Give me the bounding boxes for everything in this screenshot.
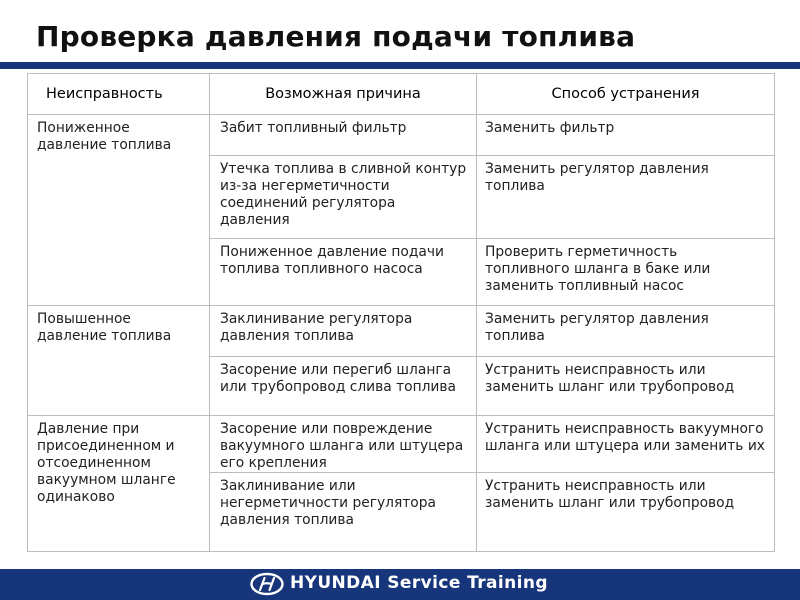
remedy-cell: Устранить неисправность или заменить шланг или трубопровод (485, 478, 735, 511)
remedy-cell: Заменить фильтр (485, 120, 615, 136)
title-divider (0, 62, 800, 69)
cause-cell: Засорение или повреждение вакуумного шланга или штуцера его крепления (220, 421, 464, 471)
fault-cell: Давление при присоединенном и отсоединенном вакуумном шланге одинаково (37, 421, 176, 505)
cause-cell: Пониженное давление подачи топлива топливного насоса (220, 244, 444, 277)
remedy-cell: Проверить герметичность топливного шланга в баке или заменить топливный насос (485, 244, 711, 294)
table-row (28, 306, 775, 357)
remedy-cell: Устранить неисправность вакуумного шланга или штуцера или заменить их (485, 421, 765, 454)
cause-cell: Заклинивание или негерметичности регулятора давления топлива (220, 478, 436, 528)
page-title: Проверка давления подачи топлива (36, 20, 636, 53)
remedy-cell: Заменить регулятор давления топлива (485, 311, 709, 344)
header-cause: Возможная причина (210, 74, 477, 115)
cause-cell: Забит топливный фильтр (220, 120, 407, 136)
table-row (28, 115, 775, 156)
table-row (28, 416, 775, 473)
remedy-cell: Устранить неисправность или заменить шланг или трубопровод (485, 362, 735, 395)
hyundai-logo-icon (250, 572, 284, 596)
cause-cell: Утечка топлива в сливной контур из-за негерметичности соединений регулятора давления (220, 161, 467, 228)
footer-bar (0, 569, 800, 600)
header-fault: Неисправность (28, 74, 210, 115)
table-header-row (28, 74, 775, 115)
fault-table (27, 73, 775, 552)
cause-cell: Засорение или перегиб шланга или трубопровод слива топлива (220, 362, 456, 395)
fault-cell: Повышенное давление топлива (37, 311, 172, 344)
cause-cell: Заклинивание регулятора давления топлива (220, 311, 413, 344)
remedy-cell: Заменить регулятор давления топлива (485, 161, 709, 194)
header-remedy: Способ устранения (477, 74, 775, 115)
footer-brand: HYUNDAI Service Training (290, 573, 548, 593)
fault-cell: Пониженное давление топлива (37, 120, 172, 153)
